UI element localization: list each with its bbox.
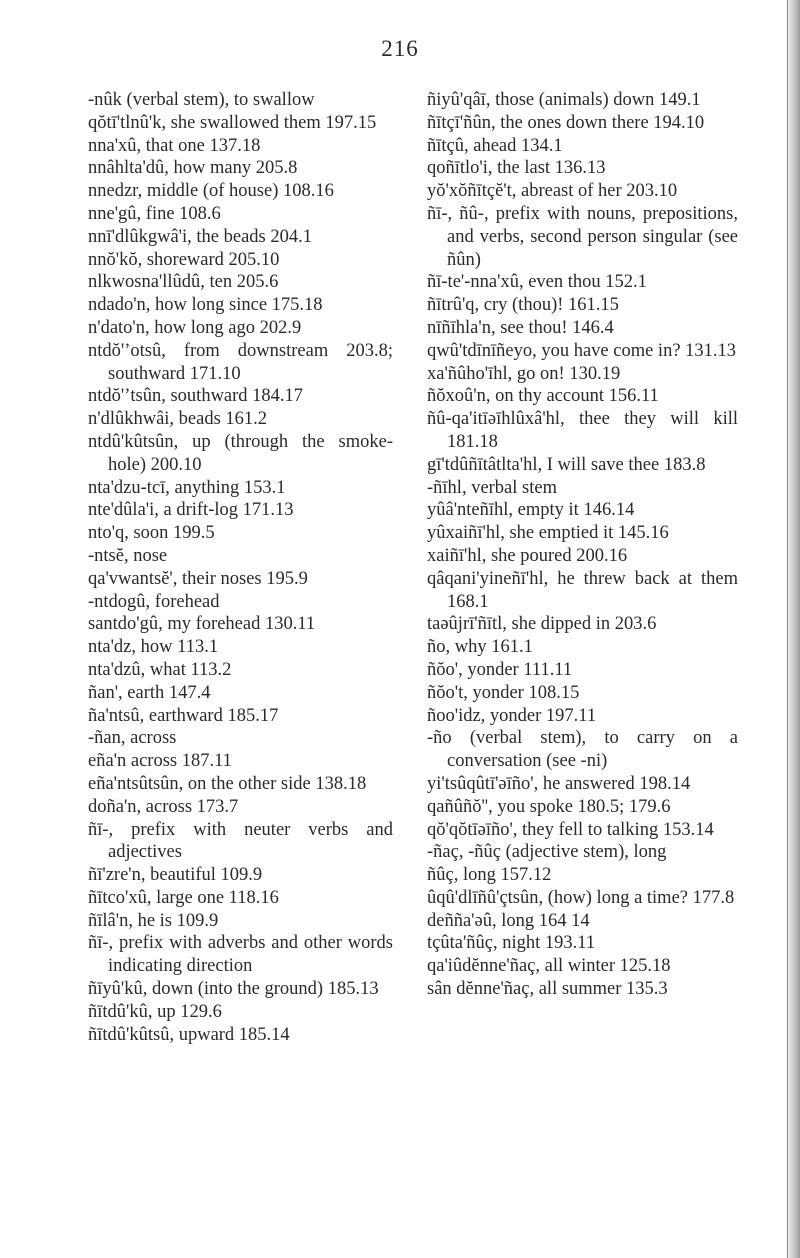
right-column-entry: yûxaiñī'hl, she emptied it 145.16 [427, 523, 669, 544]
left-column-entry: ntdŏ'ʼtsûn, southward 184.17 [88, 386, 304, 407]
left-column-entry: ñītdû'kû, up 129.6 [88, 1001, 222, 1022]
right-column-entry: ñû-qa'itīəīhlûxâ'hl, thee they will kill 181.18 [427, 409, 738, 452]
left-column-entry: -ntsĕ, nose [88, 545, 168, 566]
right-column-entry: tçûta'ñûç, night 193.11 [427, 933, 596, 954]
left-column-entry: santdo'gû, my forehead 130.11 [88, 614, 316, 635]
left-column-entry: nto'q, soon 199.5 [88, 523, 215, 544]
right-column-entry: ñiyû'qâī, those (animals) down 149.1 [427, 90, 701, 110]
right-column-entry: ñŏo't, yonder 108.15 [427, 682, 580, 703]
right-column-entry: ûqû'dlīñû'çtsûn, (how) long a time? 177.8 [427, 887, 735, 908]
left-column-entry: ndado'n, how long since 175.18 [88, 295, 323, 316]
left-column-entry: ñan', earth 147.4 [88, 682, 211, 703]
right-column-entry: ñītçī'ñûn, the ones down there 194.10 [427, 112, 705, 133]
left-column-entry: n'dato'n, how long ago 202.9 [88, 317, 302, 338]
left-column-entry: nna'xû, that one 137.18 [88, 135, 261, 156]
page-edge-shadow [786, 0, 800, 1258]
right-column-entry: sân dĕnne'ñaç, all summer 135.3 [427, 979, 668, 1000]
left-column-entry: nta'dzû, what 113.2 [88, 659, 232, 680]
left-column-entry: ñītco'xû, large one 118.16 [88, 887, 279, 908]
right-column-entry: yi'tsûqûtī'əīño', he answered 198.14 [427, 773, 691, 794]
right-column-entry: qŏ'qŏtīəīño', they fell to talking 153.14 [427, 819, 714, 840]
right-column-entry: ñoo'idz, yonder 197.11 [427, 705, 597, 726]
right-column-entry: xa'ñûho'īhl, go on! 130.19 [427, 363, 621, 384]
left-column-entry: nne'gû, fine 108.6 [88, 203, 221, 224]
left-column-entry: eña'ntsûtsûn, on the other side 138.18 [88, 773, 367, 794]
left-column-entry: ñī'zre'n, beautiful 109.9 [88, 865, 263, 886]
left-column-entry: nta'dz, how 113.1 [88, 637, 219, 658]
left-column-entry: -nûk (verbal stem), to swallow [88, 90, 315, 110]
left-column-entry: doña'n, across 173.7 [88, 796, 239, 817]
left-column-entry: eña'n across 187.11 [88, 751, 232, 772]
left-column-entry: nnī'dlûkgwâ'i, the beads 204.1 [88, 226, 313, 247]
left-column-entry: qŏtī'tlnû'k, she swallowed them 197.15 [88, 112, 377, 133]
left-column-entry: ñī-, prefix with neuter verbs and adjectives [88, 819, 393, 863]
right-column-entry: qwû'tdīnīñeyo, you have come in? 131.13 [427, 340, 737, 361]
left-column-entry: ñī-, prefix with adverbs and other words indicating direction [88, 933, 393, 977]
right-column-entry: ñītrû'q, cry (thou)! 161.15 [427, 295, 619, 316]
right-column-entry: ñûç, long 157.12 [427, 865, 552, 886]
right-column-entry: deñña'əû, long 164 14 [427, 910, 590, 931]
left-column-entry: nta'dzu-tcī, anything 153.1 [88, 477, 286, 498]
left-column-entry: -ñan, across [88, 728, 177, 749]
left-column-entry: ntdû'kûtsûn, up (through the smoke-hole) 200.10 [88, 431, 393, 475]
right-column-entry: ño, why 161.1 [427, 637, 533, 658]
right-column-entry: ñī-te'-nna'xû, even thou 152.1 [427, 272, 647, 293]
right-column-entry: yûâ'nteñīhl, empty it 146.14 [427, 500, 635, 521]
left-column-entry: nnŏ'kŏ, shoreward 205.10 [88, 249, 280, 270]
right-column-entry: -ñaç, -ñûç (adjective stem), long [427, 842, 667, 863]
left-column-entry: n'dlûkhwâi, beads 161.2 [88, 409, 268, 430]
right-column-entry: ñī-, ñû-, prefix with nouns, prepositions, and verbs, second person singular (see ñûn) [427, 203, 738, 270]
page-number: 216 [381, 36, 419, 61]
left-column-entry: nnedzr, middle (of house) 108.16 [88, 181, 334, 202]
right-column-entry: ñŏo', yonder 111.11 [427, 659, 573, 680]
right-column-entry: taəûjrī'ñītl, she dipped in 203.6 [427, 614, 657, 635]
right-column-entry: qañûñŏ'', you spoke 180.5; 179.6 [427, 796, 671, 817]
left-column-entry: nnâhlta'dû, how many 205.8 [88, 158, 298, 179]
right-column-entry: nīñīhla'n, see thou! 146.4 [427, 317, 614, 338]
left-column [88, 89, 393, 1046]
right-column-entry: qa'iûdĕnne'ñaç, all winter 125.18 [427, 956, 671, 977]
left-column-entry: nte'dûla'i, a drift-log 171.13 [88, 500, 294, 521]
right-column-entry: ñŏxoû'n, on thy account 156.11 [427, 386, 659, 407]
right-column-entry: yŏ'xŏñītçĕ't, abreast of her 203.10 [427, 181, 678, 202]
right-column-entry: -ñīhl, verbal stem [427, 477, 557, 498]
right-column-entry: ñītçû, ahead 134.1 [427, 135, 563, 156]
right-column-entry: -ño (verbal stem), to carry on a conversation (see -ni) [427, 728, 738, 772]
right-column-entry: xaiñī'hl, she poured 200.16 [427, 545, 628, 566]
right-column-entry: gī'tdûñītâtlta'hl, I will save thee 183.8 [427, 454, 706, 475]
left-column-entry: ña'ntsû, earthward 185.17 [88, 705, 279, 726]
left-column-entry: ñīlâ'n, he is 109.9 [88, 910, 219, 931]
left-column-entry: ntdŏ'ʼotsû, from downstream 203.8; southward 171.10 [88, 340, 393, 384]
left-column-entry: ñītdû'kûtsû, upward 185.14 [88, 1024, 290, 1045]
page-edge-line [787, 0, 788, 1258]
right-column [427, 89, 738, 1001]
left-column-entry: ñīyû'kû, down (into the ground) 185.13 [88, 979, 379, 1000]
left-column-entry: qa'vwantsĕ', their noses 195.9 [88, 568, 308, 589]
left-column-entry: nlkwosna'llûdû, ten 205.6 [88, 272, 279, 293]
left-column-entry: -ntdogû, forehead [88, 591, 220, 612]
right-column-entry: qoñītlo'i, the last 136.13 [427, 158, 606, 179]
right-column-entry: qâqani'yineñī'hl, he threw back at them 168.1 [427, 568, 738, 612]
